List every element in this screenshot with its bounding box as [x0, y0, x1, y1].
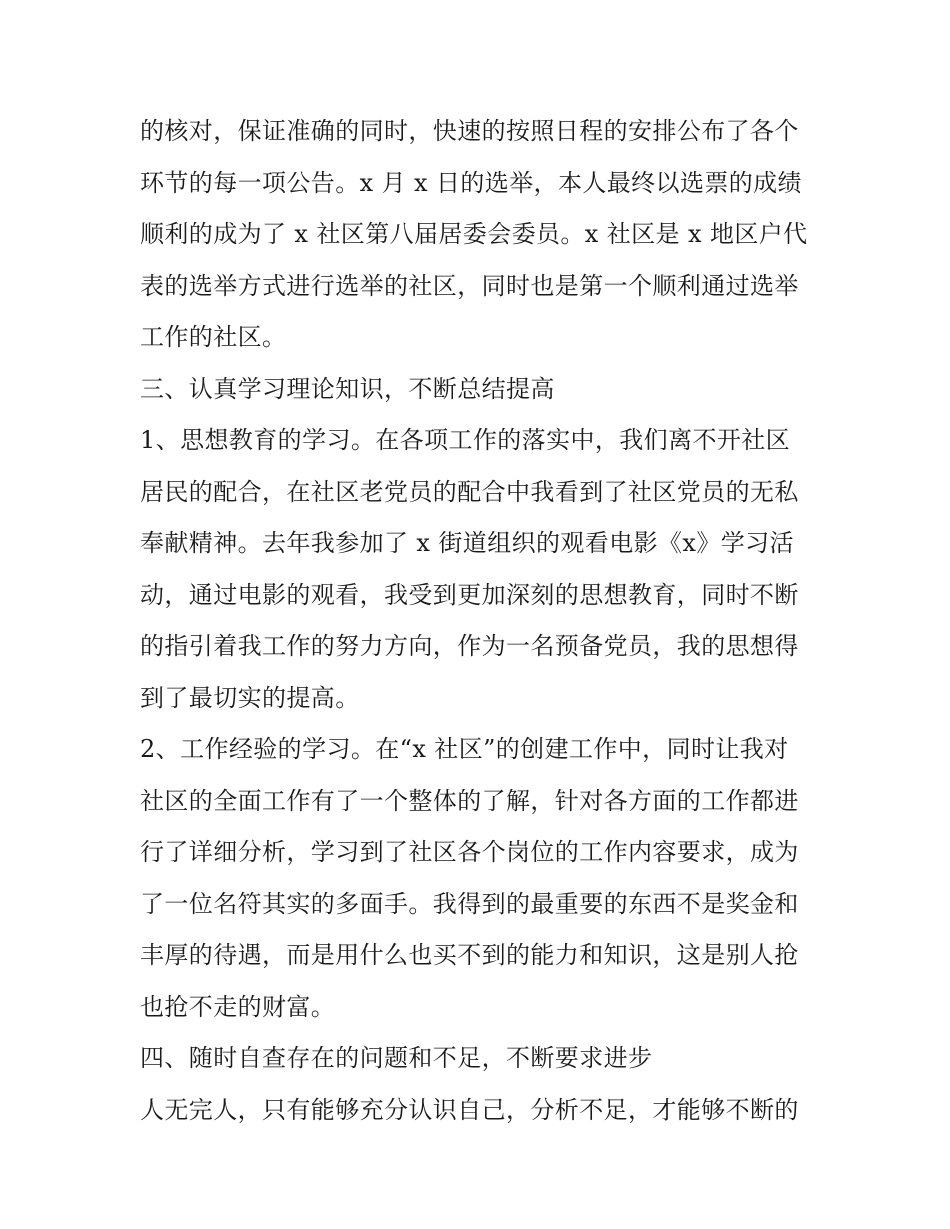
text-line: 的指引着我工作的努力方向，作为一名预备党员，我的思想得	[140, 632, 799, 660]
text-line: 2、工作经验的学习。在“x 社区”的创建工作中，同时让我对	[140, 735, 789, 763]
text-line: 表的选举方式进行选举的社区，同时也是第一个顺利通过选举	[140, 271, 799, 300]
section-heading: 三、认真学习理论知识，不断总结提高	[140, 374, 555, 403]
text-line: 顺利的成为了 x 社区第八届居委会委员。x 社区是 x 地区户代	[140, 220, 808, 248]
text-line: 的核对，保证准确的同时，快速的按照日程的安排公布了各个	[140, 117, 799, 145]
text-line: 社区的全面工作有了一个整体的了解，针对各方面的工作都进	[140, 786, 799, 815]
text-line: 奉献精神。去年我参加了 x 街道组织的观看电影《x》学习活	[140, 529, 794, 557]
text-line: 动，通过电影的观看，我受到更加深刻的思想教育，同时不断	[140, 580, 799, 609]
document-body	[140, 106, 830, 1136]
text-line: 1、思想教育的学习。在各项工作的落实中，我们离不开社区	[140, 426, 791, 454]
text-line: 了一位名符其实的多面手。我得到的最重要的东西不是奖金和	[140, 889, 799, 918]
text-line: 到了最切实的提高。	[140, 683, 360, 712]
text-line: 人无完人，只有能够充分认识自己，分析不足，才能够不断的	[140, 1095, 799, 1124]
text-line: 工作的社区。	[140, 323, 287, 351]
text-line: 丰厚的待遇，而是用什么也买不到的能力和知识，这是别人抢	[140, 941, 799, 969]
text-line: 居民的配合，在社区老党员的配合中我看到了社区党员的无私	[140, 477, 799, 506]
section-heading: 四、随时自查存在的问题和不足，不断要求进步	[140, 1044, 653, 1072]
text-line: 也抢不走的财富。	[140, 992, 336, 1021]
text-line: 行了详细分析，学习到了社区各个岗位的工作内容要求，成为	[140, 838, 799, 866]
text-line: 环节的每一项公告。x 月 x 日的选举，本人最终以选票的成绩	[140, 168, 802, 197]
